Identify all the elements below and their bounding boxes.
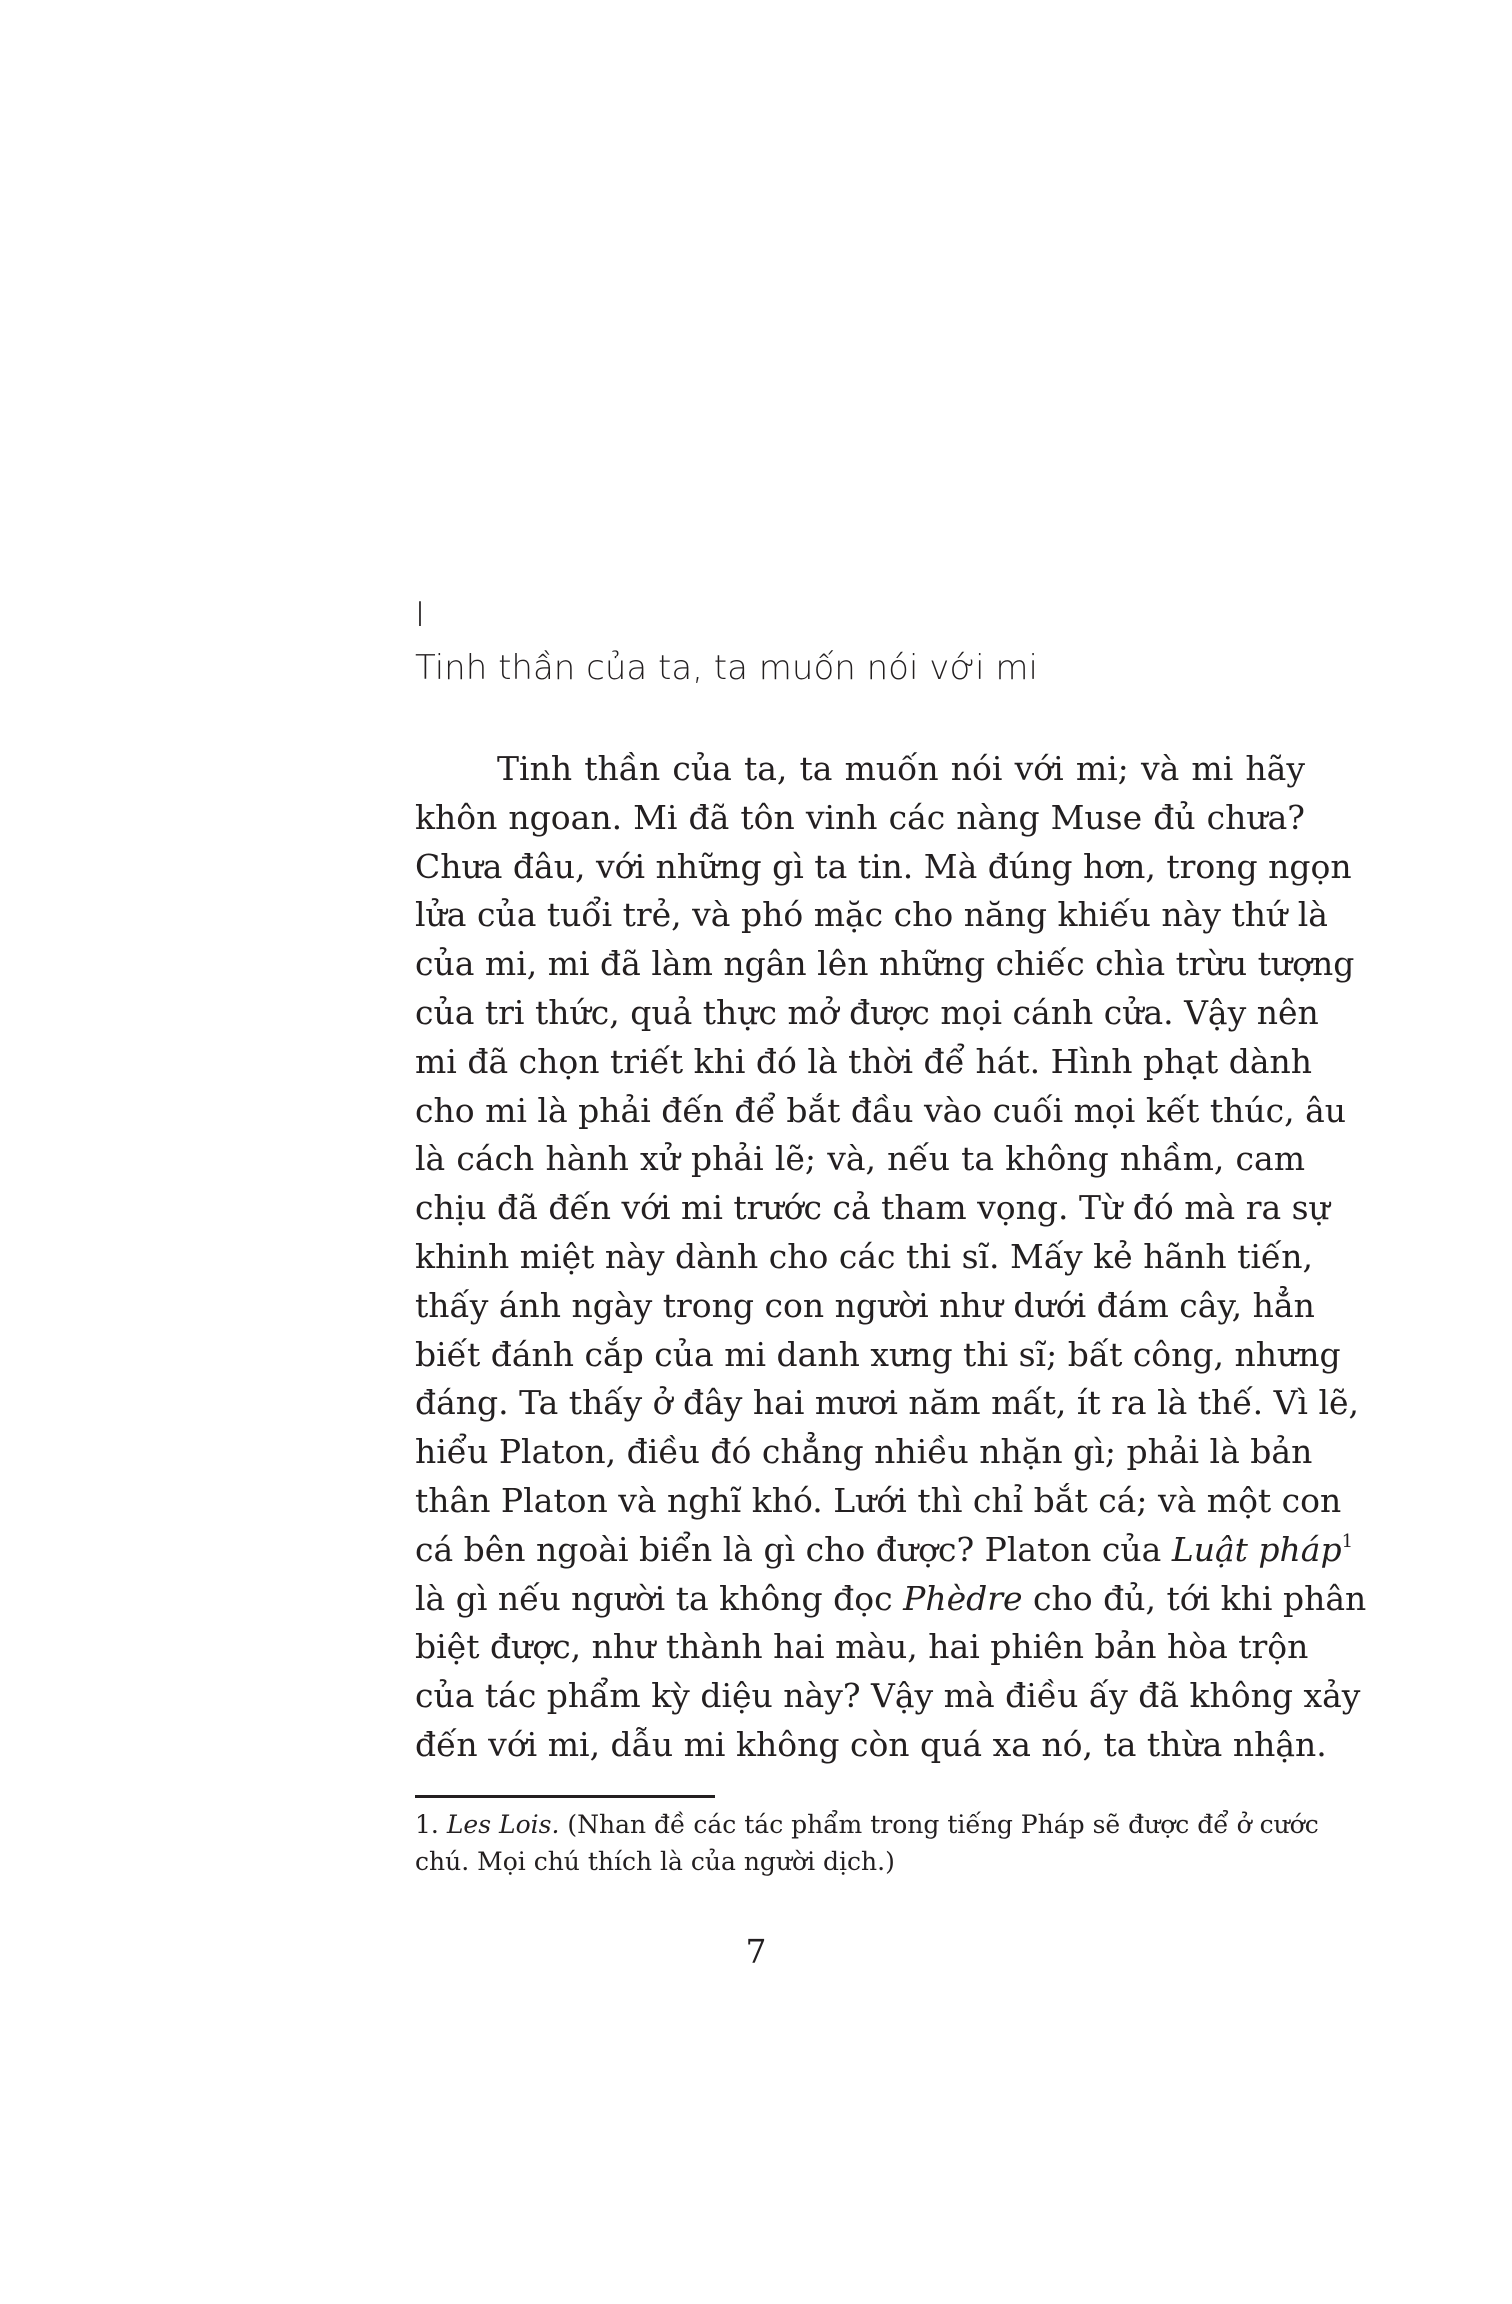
- title-luat-phap: Luật pháp: [1171, 1529, 1342, 1569]
- footnote-ref[interactable]: 1: [1341, 1530, 1354, 1552]
- body-text: [415, 745, 1367, 1770]
- footnote-text: (Nhan đề các tác phẩm trong tiếng Pháp sẽ được để ở cước: [559, 1810, 1319, 1839]
- footnote: [415, 1806, 1319, 1880]
- chapter-number: I: [415, 595, 426, 635]
- body-line: hiểu Platon, điều đó chẳng nhiều nhặn gì; phải là bản: [415, 1432, 1313, 1472]
- body-line: thân Platon và nghĩ khó. Lưới thì chỉ bắt cá; và một con: [415, 1480, 1342, 1520]
- body-line: đáng. Ta thấy ở đây hai mươi năm mất, ít ra là thế. Vì lẽ,: [415, 1383, 1360, 1423]
- body-line: biết đánh cắp của mi danh xưng thi sĩ; bất công, nhưng: [415, 1334, 1341, 1374]
- body-line: biệt được, như thành hai màu, hai phiên bản hòa trộn: [415, 1627, 1309, 1667]
- chapter-title: Tinh thần của ta, ta muốn nói với mi: [415, 648, 1038, 688]
- body-line: Tinh thần của ta, ta muốn nói với mi; và mi hãy: [497, 749, 1305, 788]
- body-line: là cách hành xử phải lẽ; và, nếu ta không nhầm, cam: [415, 1139, 1305, 1179]
- body-line: mi đã chọn triết khi đó là thời để hát. Hình phạt dành: [415, 1041, 1313, 1081]
- title-phedre: Phèdre: [903, 1578, 1023, 1618]
- body-text-fragment: cá bên ngoài biển là gì cho được? Platon của: [415, 1529, 1172, 1569]
- body-line: lửa của tuổi trẻ, và phó mặc cho năng khiếu này thứ là: [415, 895, 1328, 935]
- body-line: thấy ánh ngày trong con người như dưới đám cây, hẳn: [415, 1285, 1315, 1325]
- body-line: cho mi là phải đến để bắt đầu vào cuối mọi kết thúc, âu: [415, 1090, 1347, 1130]
- body-line: đến với mi, dẫu mi không còn quá xa nó, ta thừa nhận.: [415, 1724, 1327, 1764]
- body-text-fragment: là gì nếu người ta không đọc: [415, 1578, 904, 1618]
- footnote-title-les-lois: Les Lois.: [446, 1810, 560, 1839]
- body-line: khinh miệt này dành cho các thi sĩ. Mấy kẻ hãnh tiến,: [415, 1236, 1313, 1276]
- body-line: chịu đã đến với mi trước cả tham vọng. Từ đó mà ra sự: [415, 1188, 1330, 1228]
- footnote-rule: [415, 1795, 715, 1798]
- footnote-marker: 1.: [415, 1810, 447, 1839]
- body-line: của mi, mi đã làm ngân lên những chiếc chìa trừu tượng: [415, 944, 1355, 984]
- body-text-fragment: cho đủ, tới khi phân: [1022, 1578, 1367, 1618]
- footnote-line: [415, 1806, 1319, 1843]
- body-line: Chưa đâu, với những gì ta tin. Mà đúng hơn, trong ngọn: [415, 846, 1352, 886]
- footnote-line: chú. Mọi chú thích là của người dịch.): [415, 1847, 895, 1876]
- body-line: [415, 1575, 1367, 1624]
- page-number: 7: [745, 1932, 767, 1971]
- body-line: [415, 1526, 1354, 1575]
- body-line: khôn ngoan. Mi đã tôn vinh các nàng Muse đủ chưa?: [415, 797, 1305, 837]
- body-line: của tri thức, quả thực mở được mọi cánh cửa. Vậy nên: [415, 992, 1319, 1032]
- body-line: của tác phẩm kỳ diệu này? Vậy mà điều ấy đã không xảy: [415, 1676, 1361, 1716]
